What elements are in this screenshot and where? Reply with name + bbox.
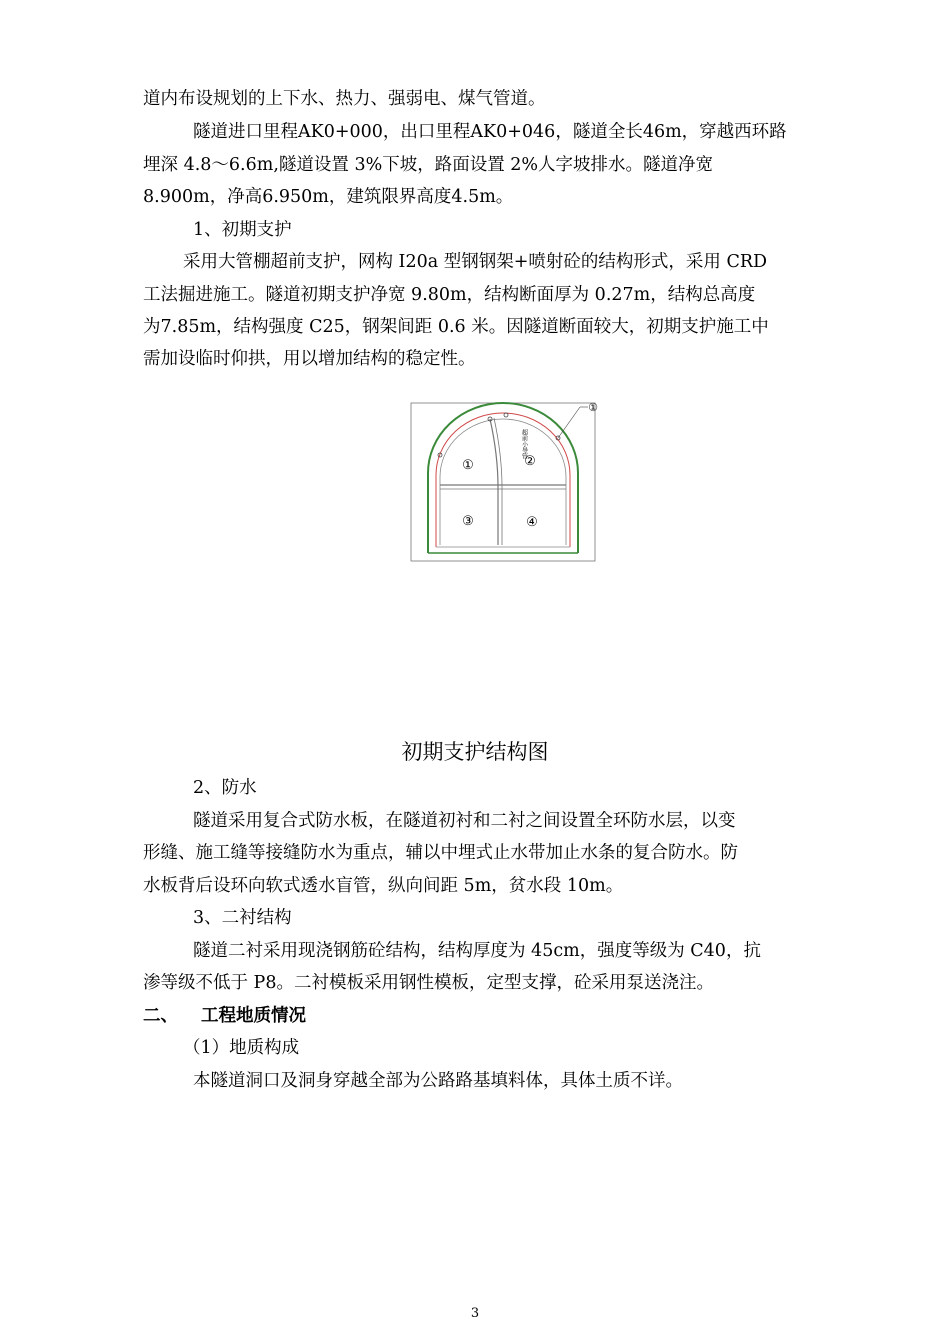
chapter-title: 工程地质情况: [201, 1006, 306, 1026]
label-top: ①: [588, 401, 598, 414]
body-line: 需加设临时仰拱，用以增加结构的稳定性。: [143, 349, 476, 369]
body-line: 8.900m，净高6.950m，建筑限界高度4.5m。: [143, 187, 514, 207]
vertical-annotation: 超前小导管: [520, 429, 528, 459]
cell-label-1: ①: [462, 458, 474, 473]
body-line: 埋深 4.8～6.6m,隧道设置 3%下坡，路面设置 2%人字坡排水。隧道净宽: [143, 155, 714, 175]
section-heading: 1、初期支护: [193, 220, 292, 240]
page-number: 3: [470, 1306, 480, 1321]
cell-label-4: ④: [526, 515, 538, 530]
section-heading: 2、防水: [193, 778, 257, 798]
body-line: 渗等级不低于 P8。二衬模板采用钢性模板，定型支撑，砼采用泵送浇注。: [143, 973, 714, 993]
body-line: 形缝、施工缝等接缝防水为重点，辅以中埋式止水带加止水条的复合防水。防: [143, 843, 738, 863]
body-line: 隧道采用复合式防水板，在隧道初衬和二衬之间设置全环防水层，以变: [193, 811, 736, 831]
body-line: 隧道二衬采用现浇钢筋砼结构，结构厚度为 45cm，强度等级为 C40，抗: [193, 941, 761, 961]
body-line: 工法掘进施工。隧道初期支护净宽 9.80m，结构断面厚为 0.27m，结构总高度: [143, 285, 756, 305]
body-line: 采用大管棚超前支护，网构 I20a 型钢钢架+喷射砼的结构形式，采用 CRD: [183, 252, 768, 272]
body-line: 道内布设规划的上下水、热力、强弱电、煤气管道。: [143, 89, 546, 109]
figure-caption: 初期支护结构图: [401, 740, 549, 764]
inner-lining: [436, 413, 570, 547]
diagram-frame: [411, 403, 595, 561]
body-line: 为7.85m，结构强度 C25，钢架间距 0.6 米。因隧道断面较大，初期支护施工中: [143, 317, 769, 337]
body-line: 水板背后设环向软式透水盲管，纵向间距 5m，贫水段 10m。: [143, 876, 624, 896]
section-heading: 3、二衬结构: [193, 908, 292, 928]
cell-label-2: ②: [524, 454, 536, 469]
outer-lining: [428, 403, 578, 553]
subsection-heading: （1）地质构成: [183, 1038, 300, 1058]
middle-wall: [490, 419, 498, 545]
body-line: 本隧道洞口及洞身穿越全部为公路路基填料体，具体土质不详。: [193, 1071, 683, 1091]
chapter-number: 二、: [143, 1006, 178, 1026]
tunnel-support-diagram: [410, 395, 596, 565]
body-line: 隧道进口里程AK0+000，出口里程AK0+046，隧道全长46m，穿越西环路: [193, 122, 787, 142]
cell-label-3: ③: [462, 514, 474, 529]
support-outline: [440, 419, 566, 545]
